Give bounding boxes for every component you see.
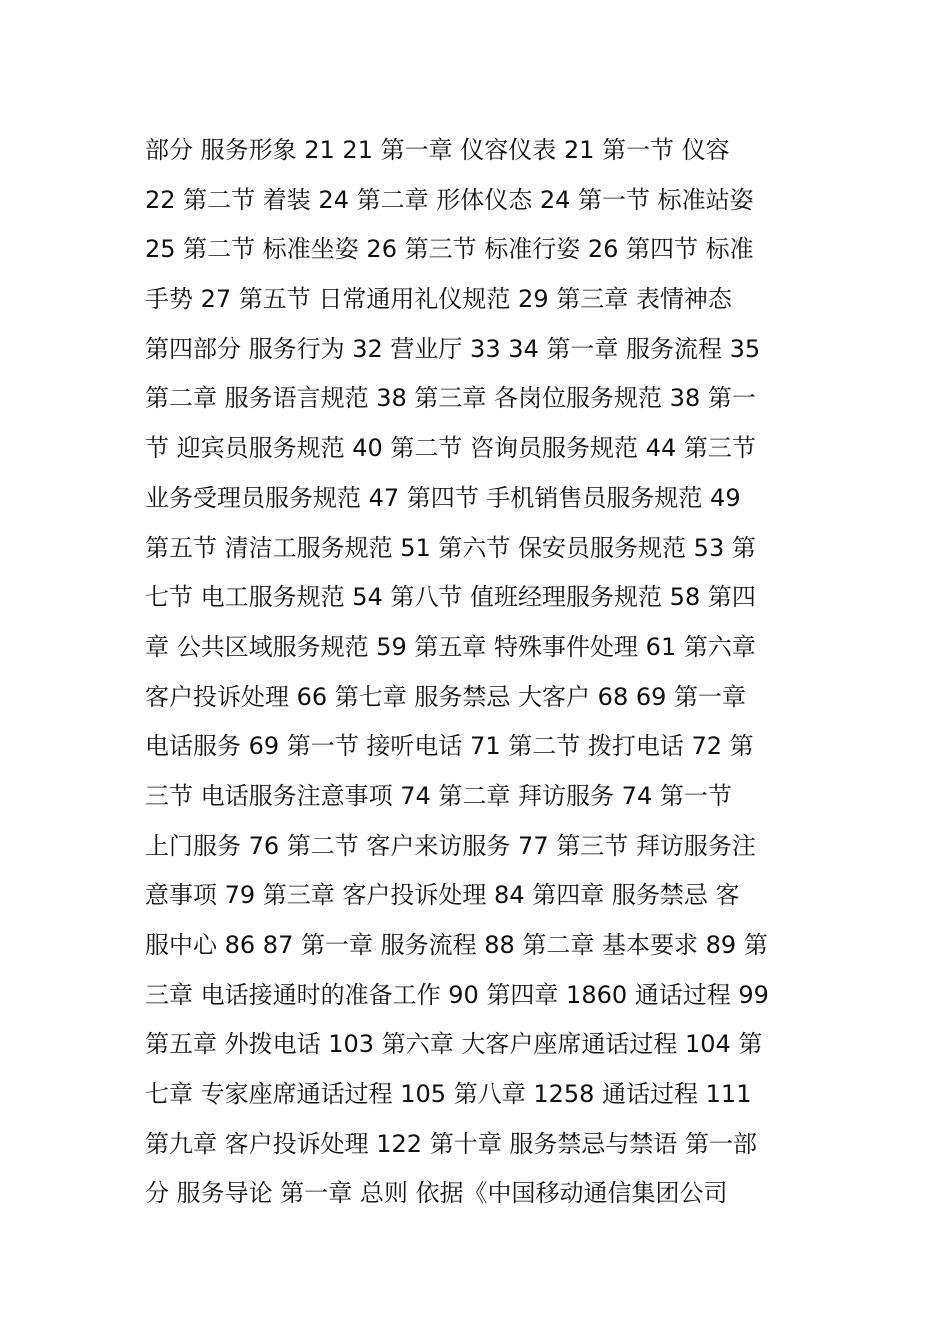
text-line: 22 第二节 着装 24 第二章 形体仪态 24 第一节 标准站姿 xyxy=(145,185,754,214)
table-of-contents-text xyxy=(145,126,825,1219)
text-line: 意事项 79 第三章 客户投诉处理 84 第四章 服务禁忌 客 xyxy=(145,881,740,910)
text-line: 25 第二节 标准坐姿 26 第三节 标准行姿 26 第四节 标准 xyxy=(145,235,754,264)
text-line: 电话服务 69 第一节 接听电话 71 第二节 拨打电话 72 第 xyxy=(145,732,754,761)
text-line: 第五节 清洁工服务规范 51 第六节 保安员服务规范 53 第 xyxy=(145,533,756,562)
text-line: 手势 27 第五节 日常通用礼仪规范 29 第三章 表情神态 xyxy=(145,285,732,314)
text-line: 客户投诉处理 66 第七章 服务禁忌 大客户 68 69 第一章 xyxy=(145,682,747,711)
text-line: 服中心 86 87 第一章 服务流程 88 第二章 基本要求 89 第 xyxy=(145,931,768,959)
text-line: 三章 电话接通时的准备工作 90 第四章 1860 通话过程 99 xyxy=(145,980,769,1009)
text-line: 节 迎宾员服务规范 40 第二节 咨询员服务规范 44 第三节 xyxy=(145,434,756,463)
text-line: 七章 专家座席通话过程 105 第八章 1258 通话过程 111 xyxy=(145,1080,752,1109)
text-line: 上门服务 76 第二节 客户来访服务 77 第三节 拜访服务注 xyxy=(145,831,756,860)
text-line: 第五章 外拨电话 103 第六章 大客户座席通话过程 104 第 xyxy=(145,1030,763,1059)
text-line: 分 服务导论 第一章 总则 依据《中国移动通信集团公司 xyxy=(145,1179,728,1208)
text-line: 部分 服务形象 21 21 第一章 仪容仪表 21 第一节 仪容 xyxy=(145,136,730,164)
text-line: 第二章 服务语言规范 38 第三章 各岗位服务规范 38 第一 xyxy=(145,384,756,413)
text-line: 七节 电工服务规范 54 第八节 值班经理服务规范 58 第四 xyxy=(145,583,756,612)
text-line: 三节 电话服务注意事项 74 第二章 拜访服务 74 第一节 xyxy=(145,781,732,810)
text-line: 第四部分 服务行为 32 营业厅 33 34 第一章 服务流程 35 xyxy=(145,334,761,363)
text-line: 章 公共区域服务规范 59 第五章 特殊事件处理 61 第六章 xyxy=(145,632,756,661)
text-line: 第九章 客户投诉处理 122 第十章 服务禁忌与禁语 第一部 xyxy=(145,1129,757,1158)
text-line: 业务受理员服务规范 47 第四节 手机销售员服务规范 49 xyxy=(145,483,741,512)
